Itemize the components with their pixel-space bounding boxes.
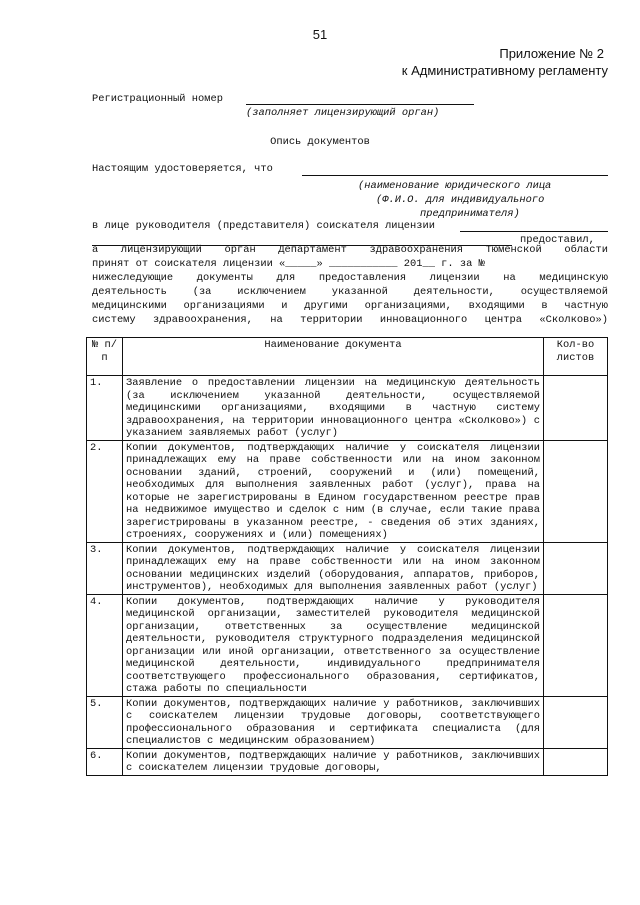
row-count	[544, 440, 608, 542]
row-count	[544, 542, 608, 594]
table-row	[87, 748, 608, 775]
table-row	[87, 696, 608, 748]
header-num: № п/ п	[87, 338, 123, 376]
row-num: 5.	[87, 696, 123, 748]
accepted-line: деятельность (за исключением указанной деятельности, осуществляемой	[92, 286, 608, 298]
row-num: 6.	[87, 748, 123, 775]
registration-label: Регистрационный номер	[92, 93, 223, 105]
header-name: Наименование документа	[123, 338, 544, 376]
organization-name-line	[302, 175, 608, 176]
row-num: 2.	[87, 440, 123, 542]
row-num: 3.	[87, 542, 123, 594]
document-title: Опись документов	[270, 136, 370, 148]
accepted-line: принят от соискателя лицензии «_____» ___________ 201__ г. за №	[92, 258, 485, 270]
row-count	[544, 748, 608, 775]
row-num: 1.	[87, 376, 123, 441]
row-name: Копии документов, подтверждающих наличие у соискателя лицензии принадлежащих ему на праве собственности или на ином законном основании медицинских изделий (оборудования, аппаратов, приборов, инструментов), необходимых для выполнения заявленных работ (услуг)	[123, 542, 544, 594]
page-number: 51	[312, 27, 328, 42]
row-count	[544, 376, 608, 441]
table-row	[87, 542, 608, 594]
accepted-line: систему здравоохранения, на территории инновационного центра «Сколково»)	[92, 314, 608, 326]
header-count: Кол-во листов	[544, 338, 608, 376]
appendix-subtitle: к Административному регламенту	[401, 63, 608, 78]
row-count	[544, 696, 608, 748]
submitted-text: предоставил,	[520, 234, 595, 246]
row-name: Копии документов, подтверждающих наличие у соискателя лицензии принадлежащих ему на праве собственности или на ином законном основании зданий, строений, сооружений и (или) помещений, необходимых для выполнения заявленных работ (услуг), права на которые не зарегистрированы в Едином государственном реестре прав на недвижимое имущество и сделок с ним (в случае, если такие права зарегистрированы в указанном реестре, - сведения об этих зданиях, строениях, сооружениях и (или) помещениях)	[123, 440, 544, 542]
accepted-line: медицинскими организациями и другими организациями, входящими в частную	[92, 300, 608, 312]
registration-note: (заполняет лицензирующий орган)	[246, 107, 440, 119]
accepted-line: а лицензирующий орган Департамент здравоохранения Тюменской области	[92, 244, 608, 256]
accepted-line: нижеследующие документы для предоставления лицензии на медицинскую	[92, 272, 608, 284]
row-name: Копии документов, подтверждающих наличие у работников, заключивших с соискателем лицензии трудовые договоры, соответствующего профессионального образования и сертификата специалиста (для специалистов с медицинским образованием)	[123, 696, 544, 748]
appendix-title: Приложение № 2	[499, 46, 604, 61]
representative-line	[460, 231, 608, 232]
table-row	[87, 376, 608, 441]
documents-table	[86, 337, 608, 776]
row-num: 4.	[87, 594, 123, 696]
table-row	[87, 440, 608, 542]
table-row	[87, 594, 608, 696]
certify-text: Настоящим удостоверяется, что	[92, 163, 273, 175]
certify-note-2: (Ф.И.О. для индивидуального	[376, 194, 545, 206]
table-header-row	[87, 338, 608, 376]
represented-text: в лице руководителя (представителя) соискателя лицензии	[92, 220, 435, 232]
registration-number-line	[246, 104, 474, 105]
row-count	[544, 594, 608, 696]
row-name: Копии документов, подтверждающих наличие у руководителя медицинской организации, заместителей руководителя медицинской организации, ответственных за осуществление медицинской деятельности, руководителя структурного подразделения медицинской организации или иной организации, ответственного за осуществление медицинской деятельности, индивидуального предпринимателя соответствующего профессионального образования, сертификатов, стажа работы по специальности	[123, 594, 544, 696]
certify-note-3: предпринимателя)	[420, 208, 520, 220]
row-name: Копии документов, подтверждающих наличие у работников, заключивших с соискателем лицензии трудовые договоры,	[123, 748, 544, 775]
row-name: Заявление о предоставлении лицензии на медицинскую деятельность (за исключением указанной деятельности, осуществляемой медицинскими организациями, входящими в частную систему здравоохранения, на территории инновационного центра «Сколково») с указанием заявляемых работ (услуг)	[123, 376, 544, 441]
certify-note-1: (наименование юридического лица	[358, 180, 552, 192]
